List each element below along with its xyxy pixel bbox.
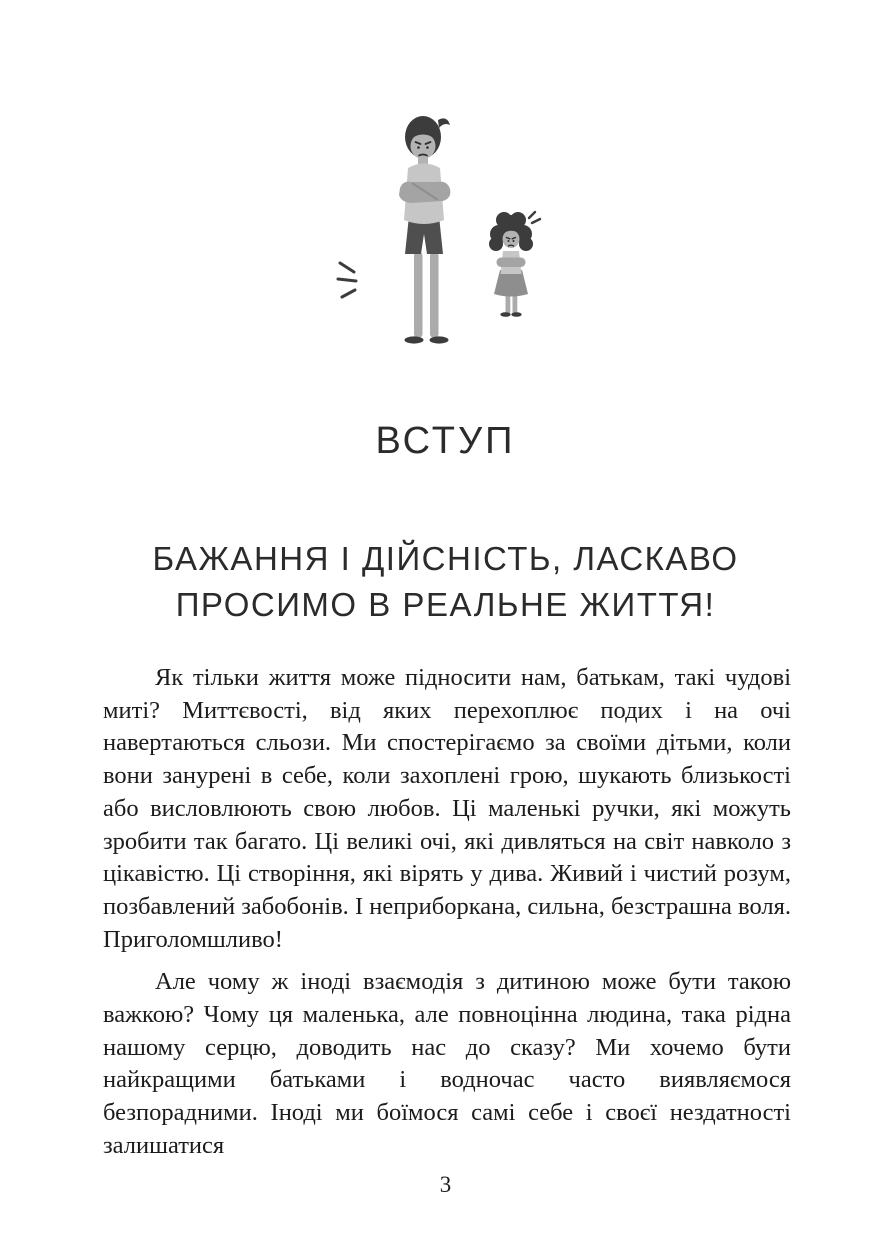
illustration-svg (326, 106, 566, 358)
body-text (103, 662, 791, 1173)
page-number: 3 (439, 1172, 452, 1197)
paragraph-1: Як тільки життя може підносити нам, батькам, такі чудові миті? Миттєвості, від яких перехоплює подих і на очі навертаються сльози. Ми спостерігаємо за своїми дітьми, коли вони занурені в себе, коли захоплені грою, шукають близькості або висловлюють свою любов. Ці маленькі ручки, які можуть зробити так багато. Ці великі очі, які дивляться на світ навколо з цікавістю. Ці створіння, які вірять у дива. Живий і чистий розум, позбавлений забобонів. І неприборкана, сильна, безстрашна воля. Приголомшливо! (103, 664, 791, 953)
mother-figure (399, 116, 450, 344)
paragraph-2: Але чому ж іноді взаємодія з дитиною може бути такою важкою? Чому ця маленька, але повноцінна людина, така рідна нашому серцю, доводить нас до сказу? Ми хочемо бути найкращими батьками і водночас часто виявляємося безпорадними. Іноді ми боїмося самі себе і своєї нездатності залишатися (103, 968, 791, 1159)
chapter-title: ВСТУП (375, 420, 516, 462)
section-title: БАЖАННЯ І ДІЙСНІСТЬ, ЛАСКАВО ПРОСИМО В РЕАЛЬНЕ ЖИТТЯ! (152, 540, 739, 623)
anger-marks-left-icon (338, 263, 356, 297)
daughter-figure (489, 212, 540, 317)
anger-marks-right-icon (529, 212, 540, 223)
mother-daughter-illustration (326, 106, 566, 363)
